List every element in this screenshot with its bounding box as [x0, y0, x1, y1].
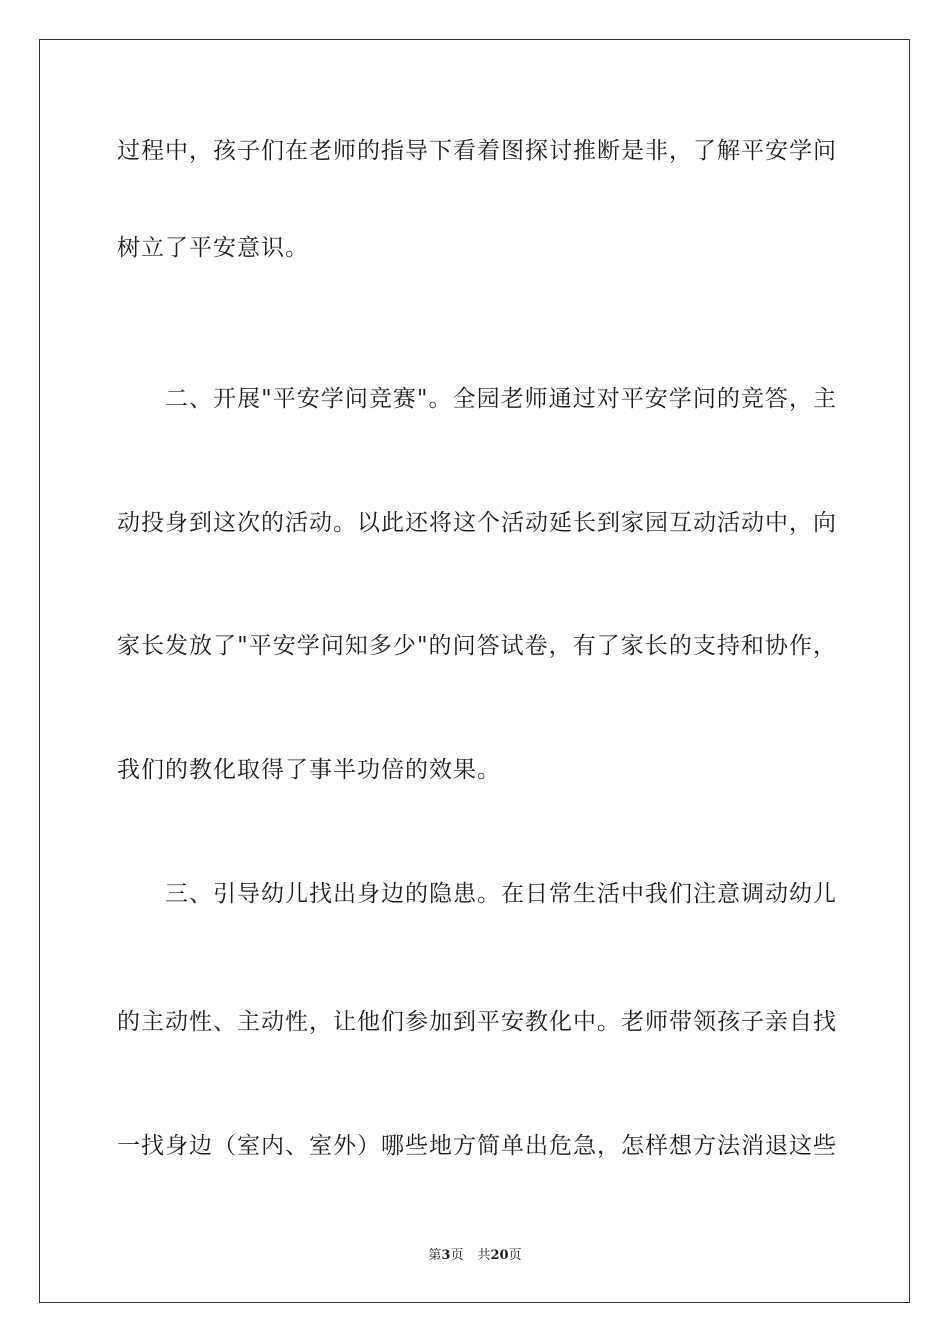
- total-pages: 20: [490, 1248, 509, 1263]
- paragraph-line-6: 我们的教化取得了事半功倍的效果。: [117, 757, 501, 783]
- page-suffix: 页: [450, 1248, 464, 1263]
- page-prefix: 第: [428, 1248, 442, 1263]
- paragraph-line-1: 过程中，孩子们在老师的指导下看着图探讨推断是非，了解平安学问: [117, 138, 837, 164]
- paragraph-line-5: 家长发放了"平安学问知多少"的问答试卷，有了家长的支持和协作，: [117, 633, 837, 659]
- paragraph-line-2: 树立了平安意识。: [117, 235, 309, 261]
- paragraph-line-8: 的主动性、主动性，让他们参加到平安教化中。老师带领孩子亲自找: [117, 1009, 837, 1035]
- total-suffix: 页: [508, 1248, 522, 1263]
- paragraph-line-3: 二、开展"平安学问竞赛"。全园老师通过对平安学问的竞答，主: [165, 386, 837, 412]
- paragraph-line-7: 三、引导幼儿找出身边的隐患。在日常生活中我们注意调动幼儿: [165, 881, 837, 907]
- page-number: 3: [441, 1248, 451, 1263]
- paragraph-line-4: 动投身到这次的活动。以此还将这个活动延长到家园互动活动中，向: [117, 510, 837, 536]
- total-prefix: 共: [477, 1248, 491, 1263]
- page-border: [39, 39, 910, 1303]
- page-footer: [0, 1247, 950, 1265]
- paragraph-line-9: 一找身边（室内、室外）哪些地方简单出危急，怎样想方法消退这些: [117, 1133, 837, 1159]
